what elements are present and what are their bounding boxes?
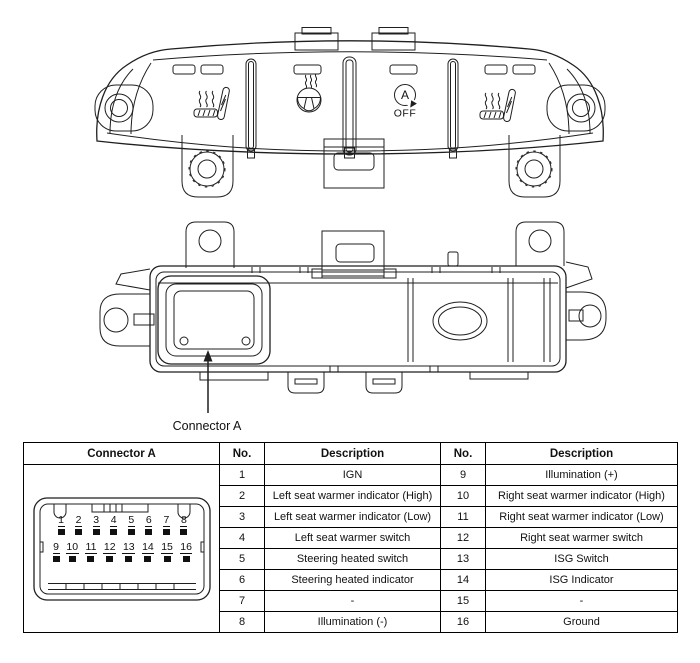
connector-a-callout-arrow (204, 350, 213, 413)
pin-9: 9 (53, 542, 60, 562)
pin-2: 2 (75, 515, 82, 535)
rear-right-ear (566, 262, 606, 340)
pin-no-cell: 6 (220, 570, 265, 591)
pin-contact (87, 556, 94, 562)
pin-no-cell: 7 (220, 591, 265, 612)
pin-contact (145, 529, 152, 535)
pin-no-cell: 12 (441, 528, 486, 549)
description-cell: Right seat warmer indicator (Low) (486, 507, 678, 528)
rear-center-shroud (312, 231, 396, 278)
description-cell: ISG Switch (486, 549, 678, 570)
isg-off-label: OFF (393, 107, 417, 120)
rear-view-drawing (100, 222, 606, 433)
pin-contact (125, 556, 132, 562)
pin-3: 3 (93, 515, 100, 535)
pin-contact (164, 556, 171, 562)
description-cell: Right seat warmer switch (486, 528, 678, 549)
pin-contact (53, 556, 60, 562)
rear-connector-a-socket (158, 276, 270, 364)
connector-pinout-table (23, 442, 678, 633)
description-cell: Illumination (+) (486, 465, 678, 486)
front-right-ear (547, 85, 605, 131)
pin-no-cell: 14 (441, 570, 486, 591)
description-cell: Steering heated switch (265, 549, 441, 570)
pin-10: 10 (66, 542, 79, 562)
pin-contact (183, 556, 190, 562)
description-cell: Left seat warmer switch (265, 528, 441, 549)
button-seam (448, 59, 458, 158)
pin-4: 4 (110, 515, 117, 535)
rear-top-tab-left (186, 222, 234, 268)
pin-no-cell: 10 (441, 486, 486, 507)
description-cell: ISG Indicator (486, 570, 678, 591)
description-cell: Ground (486, 612, 678, 633)
pin-no-cell: 11 (441, 507, 486, 528)
pin-contact (128, 529, 135, 535)
pin-no-cell: 13 (441, 549, 486, 570)
pin-contact (75, 529, 82, 535)
pin-5: 5 (128, 515, 135, 535)
pin-13: 13 (122, 542, 135, 562)
isg-off-icon (394, 85, 420, 120)
rear-top-tab-right (516, 222, 564, 266)
pin-row-bottom (53, 542, 193, 562)
description-cell: IGN (265, 465, 441, 486)
rear-top-nub (448, 252, 458, 266)
pin-contact (144, 556, 151, 562)
pin-no-cell: 3 (220, 507, 265, 528)
pin-contact (69, 556, 76, 562)
table-header-row (24, 443, 678, 465)
rear-left-ear (100, 269, 154, 346)
pin-row-top (58, 515, 188, 535)
description-cell: Illumination (-) (265, 612, 441, 633)
pin-contact (180, 529, 187, 535)
header-no-left: No. (220, 443, 265, 465)
pin-14: 14 (142, 542, 155, 562)
pin-no-cell: 4 (220, 528, 265, 549)
isg-letter: A (400, 88, 410, 103)
front-bottom-tab-left (182, 135, 233, 197)
pin-no-cell: 15 (441, 591, 486, 612)
pin-no-cell: 5 (220, 549, 265, 570)
front-bottom-tab-right (509, 135, 560, 197)
pin-contact (93, 529, 100, 535)
pin-no-cell: 2 (220, 486, 265, 507)
header-connector-a: Connector A (24, 443, 220, 465)
pin-no-cell: 9 (441, 465, 486, 486)
indicator-windows (173, 65, 535, 74)
description-cell: Left seat warmer indicator (High) (265, 486, 441, 507)
front-left-ear (95, 85, 153, 131)
front-top-tab-right (372, 28, 415, 51)
pin-6: 6 (145, 515, 152, 535)
connector-a-label: Connector A (172, 419, 242, 433)
steering-heated-icon (297, 74, 321, 112)
description-cell: Steering heated indicator (265, 570, 441, 591)
front-center-connector-housing (324, 139, 384, 188)
description-cell: Right seat warmer indicator (High) (486, 486, 678, 507)
pin-12: 12 (103, 542, 116, 562)
pin-no-cell: 1 (220, 465, 265, 486)
button-seam (246, 59, 256, 158)
table-row (24, 465, 678, 486)
pin-1: 1 (58, 515, 65, 535)
left-seat-warmer-icon (194, 87, 229, 119)
front-top-tab-left (295, 28, 338, 51)
button-seam (343, 57, 356, 158)
pin-15: 15 (161, 542, 174, 562)
front-view-drawing (95, 28, 605, 198)
pin-7: 7 (163, 515, 170, 535)
connector-a-pin-diagram-cell (24, 465, 220, 633)
description-cell: - (486, 591, 678, 612)
rear-oval-opening (433, 302, 487, 340)
right-seat-warmer-icon (480, 89, 515, 121)
header-description-right: Description (486, 443, 678, 465)
pin-contact (58, 529, 65, 535)
pin-no-cell: 8 (220, 612, 265, 633)
pin-16: 16 (180, 542, 193, 562)
pin-contact (110, 529, 117, 535)
description-cell: - (265, 591, 441, 612)
pin-8: 8 (180, 515, 187, 535)
pin-11: 11 (85, 542, 97, 562)
header-no-right: No. (441, 443, 486, 465)
description-cell: Left seat warmer indicator (Low) (265, 507, 441, 528)
pin-contact (163, 529, 170, 535)
pin-contact (106, 556, 113, 562)
pin-no-cell: 16 (441, 612, 486, 633)
connector-a-pin-diagram (33, 497, 211, 601)
header-description-left: Description (265, 443, 441, 465)
rear-bottom-tabs (200, 372, 528, 393)
